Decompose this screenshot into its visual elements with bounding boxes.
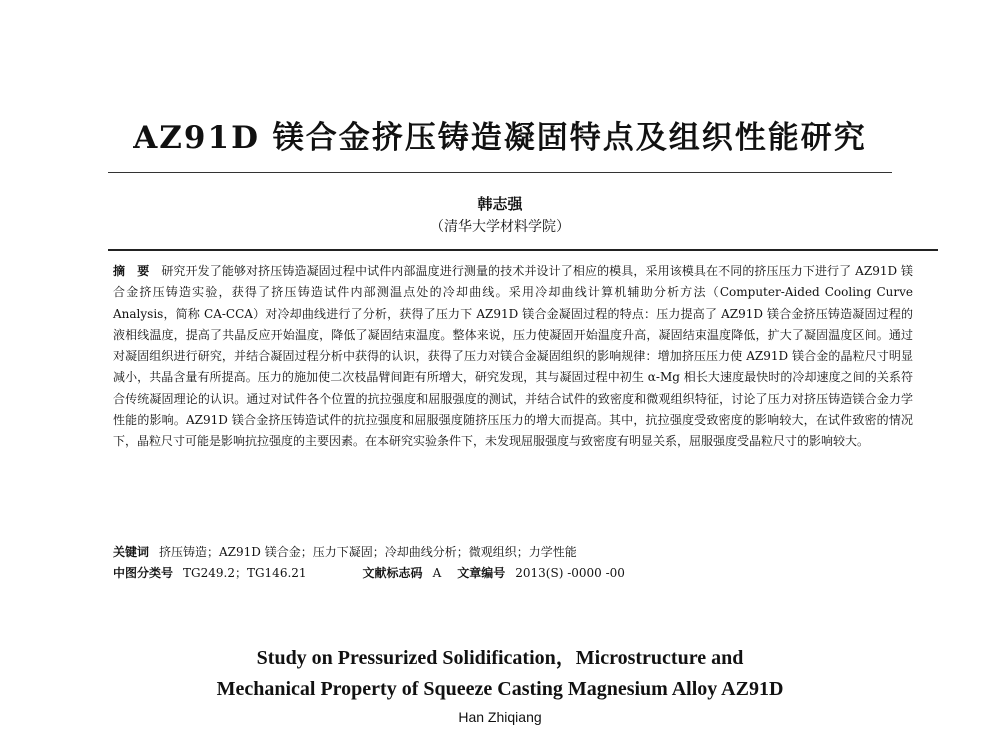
clc-label: 中图分类号	[113, 566, 174, 580]
abstract-label: 摘 要	[113, 264, 150, 278]
paper-title: AZ91D 镁合金挤压铸造凝固特点及组织性能研究	[133, 120, 867, 156]
keywords	[113, 542, 913, 562]
classification-line	[113, 563, 933, 583]
keywords-label: 关键词	[113, 545, 150, 559]
header-divider	[108, 249, 938, 251]
keywords-text: 挤压铸造；AZ91D 镁合金；压力下凝固；冷却曲线分析；微观组织；力学性能	[159, 545, 577, 559]
english-author-name: Han Zhiqiang	[458, 709, 542, 725]
abstract-text: 研究开发了能够对挤压铸造凝固过程中试件内部温度进行测量的技术并设计了相应的模具，采用该模具在不同的挤压压力下进行了 AZ91D 镁合金挤压铸造实验，获得了挤压铸造试件内部测温点处的冷却曲线。采用冷却曲线计算机辅助分析方法（Computer-Aided Cooling Curve Analysis，简称 CA-CCA）对冷却曲线进行了分析，获得了压力下 AZ91D 镁合金凝固过程的特点：压力提高了 AZ91D 镁合金挤压铸造凝固过程的液相线温度，提高了共晶反应开始温度，降低了凝固结束温度。整体来说，压力使凝固开始温度升高，凝固结束温度降低，扩大了凝固温度区间。通过对凝固组织进行研究，并结合凝固过程分析中获得的认识，获得了压力对镁合金凝固组织的影响规律：增加挤压压力使 AZ91D 镁合金的晶粒尺寸明显减小，共晶含量有所提高。压力的施加使二次枝晶臂间距有所增大，研究发现，其与凝固过程中初生 α-Mg 相长大速度最快时的冷却速度之间的关系符合传统凝固理论的认识。通过对试件各个位置的抗拉强度和屈服强度的测试，并结合试件的致密度和微观组织特征，讨论了压力对挤压铸造镁合金力学性能的影响。AZ91D 镁合金挤压铸造试件的抗拉强度和屈服强度随挤压压力的增大而提高。其中，抗拉强度受致密度的影响较大，在试件致密的情况下，晶粒尺寸可能是影响抗拉强度的主要因素。在本研究实验条件下，未发现屈服强度与致密度有明显关系，屈服强度受晶粒尺寸的影响较大。	[113, 264, 913, 449]
article-no-label: 文章编号	[457, 566, 506, 580]
clc-value: TG249.2；TG146.21	[183, 566, 307, 580]
english-title-line-1: Study on Pressurized Solidification，Microstructure and	[256, 647, 744, 669]
title-divider	[108, 172, 892, 173]
author-affiliation: （清华大学材料学院）	[430, 219, 570, 235]
english-title	[0, 643, 1000, 705]
english-title-line-2: Mechanical Property of Squeeze Casting Magnesium Alloy AZ91D	[216, 678, 784, 700]
author-name: 韩志强	[477, 195, 523, 213]
abstract	[113, 261, 913, 453]
article-no-value: 2013(S) -0000 -00	[515, 566, 625, 580]
doc-code-label: 文献标志码	[362, 566, 423, 580]
doc-code-value: A	[432, 566, 442, 580]
